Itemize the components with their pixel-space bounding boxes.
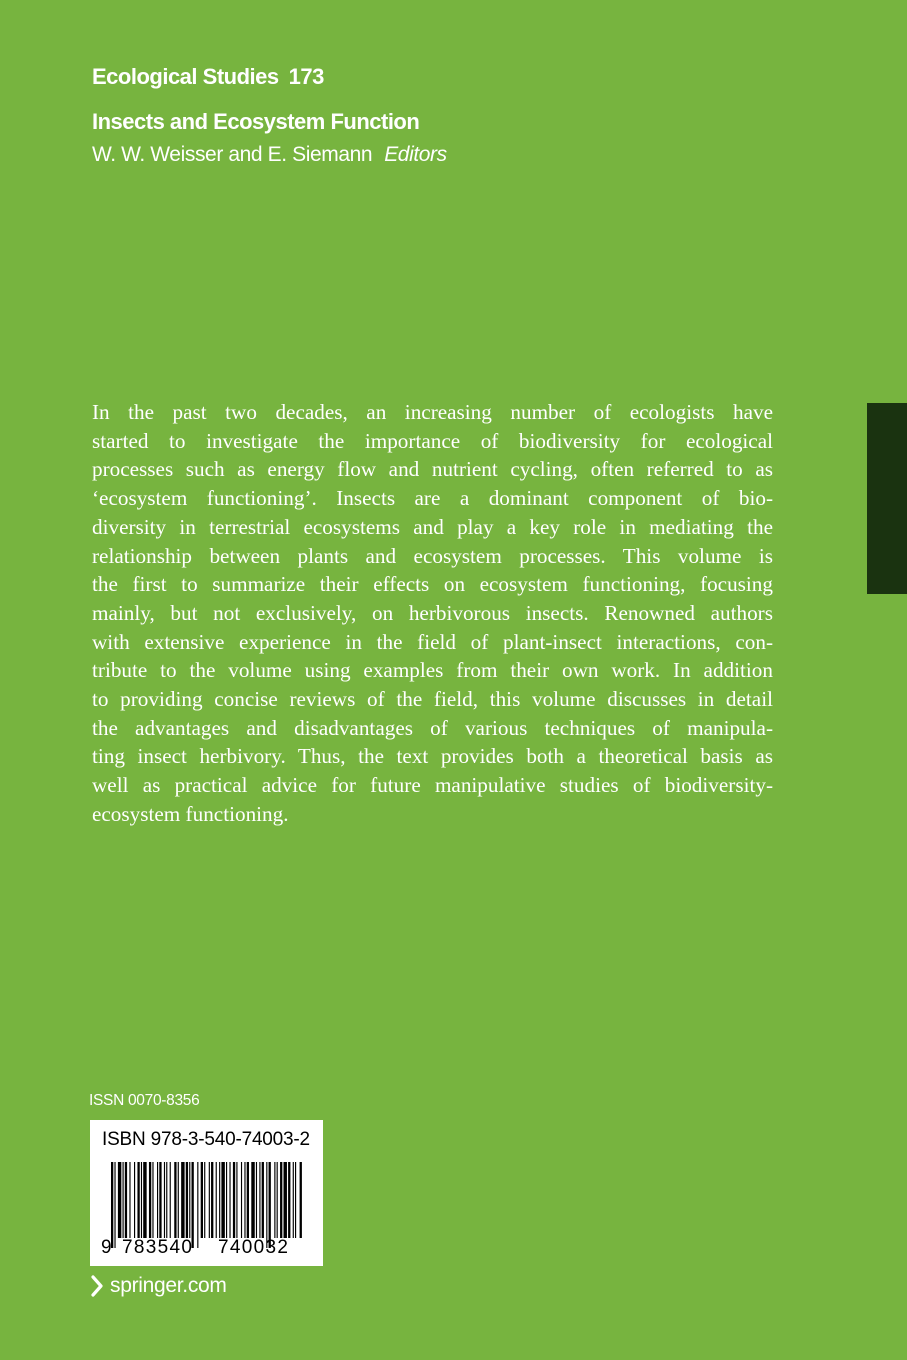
barcode-bar bbox=[125, 1162, 127, 1238]
barcode-bar bbox=[216, 1162, 217, 1238]
isbn-text: ISBN 978-3-540-74003-2 bbox=[102, 1129, 310, 1150]
barcode-digit-lead: 9 bbox=[101, 1237, 112, 1258]
barcode-bar bbox=[157, 1162, 158, 1238]
barcode-bar bbox=[293, 1162, 294, 1238]
blurb-line: processes such as energy flow and nutrient cycling, often referred to as bbox=[92, 457, 773, 482]
barcode-bar bbox=[211, 1162, 213, 1238]
blurb-line: mainly, but not exclusively, on herbivorous insects. Renowned authors bbox=[92, 600, 773, 625]
barcode-bar bbox=[209, 1162, 210, 1238]
barcode-bar bbox=[277, 1162, 278, 1238]
blurb-line: the first to summarize their effects on ecosystem functioning, focusing bbox=[92, 572, 773, 597]
blurb-line: ‘ecosystem functioning’. Insects are a dominant component of bio- bbox=[92, 486, 773, 511]
barcode-bar bbox=[143, 1162, 146, 1238]
barcode-bar bbox=[295, 1162, 296, 1238]
blurb-line: ecosystem functioning. bbox=[92, 801, 289, 826]
barcode-bar bbox=[111, 1162, 113, 1248]
barcode-digits-left: 783540 bbox=[122, 1237, 194, 1258]
barcode-bar bbox=[192, 1162, 194, 1248]
barcode-bar bbox=[181, 1162, 184, 1238]
series-number: 173 bbox=[288, 64, 324, 89]
barcode-bar bbox=[256, 1162, 257, 1238]
barcode-box bbox=[90, 1120, 323, 1266]
book-title: Insects and Ecosystem Function bbox=[92, 109, 420, 134]
blurb-line: to providing concise reviews of the field, this volume discusses in detail bbox=[92, 687, 773, 712]
barcode-bar bbox=[262, 1162, 264, 1238]
barcode-bar bbox=[219, 1162, 220, 1238]
editors-role: Editors bbox=[384, 143, 447, 166]
barcode-bar bbox=[288, 1162, 290, 1238]
barcode-bar bbox=[201, 1162, 203, 1238]
blurb bbox=[92, 398, 773, 829]
barcode-bar bbox=[233, 1162, 235, 1238]
footer bbox=[90, 1274, 227, 1298]
chevron-right-icon bbox=[90, 1275, 104, 1297]
barcode-bar bbox=[118, 1162, 121, 1238]
barcode-bar bbox=[197, 1162, 198, 1248]
barcode-bar bbox=[251, 1162, 254, 1238]
blurb-line: well as practical advice for future manipulative studies of biodiversity- bbox=[92, 773, 773, 798]
blurb-line: ting insect herbivory. Thus, the text provides both a theoretical basis as bbox=[92, 744, 773, 769]
barcode-bar bbox=[186, 1162, 188, 1238]
blurb-line: In the past two decades, an increasing number of ecologists have bbox=[92, 400, 773, 424]
blurb-line: the advantages and disadvantages of various techniques of manipula- bbox=[92, 715, 773, 740]
barcode-bar bbox=[280, 1162, 282, 1238]
footer-link[interactable]: springer.com bbox=[110, 1274, 227, 1297]
barcode-bar bbox=[134, 1162, 135, 1238]
barcode-bar bbox=[178, 1162, 179, 1238]
blurb-line: with extensive experience in the field of plant-insect interactions, con- bbox=[92, 629, 773, 654]
barcode-bar bbox=[269, 1162, 271, 1248]
blurb-line: relationship between plants and ecosystem processes. This volume is bbox=[92, 543, 773, 568]
barcode-bar bbox=[284, 1162, 287, 1238]
barcode-bar bbox=[266, 1162, 267, 1248]
barcode-bar bbox=[300, 1162, 302, 1238]
blurb-line: tribute to the volume using examples from their own work. In addition bbox=[92, 658, 773, 683]
barcode-bar bbox=[221, 1162, 224, 1238]
barcode-bar bbox=[189, 1162, 190, 1238]
barcode-bar bbox=[137, 1162, 139, 1238]
barcode-bar bbox=[226, 1162, 227, 1238]
barcode-bar bbox=[174, 1162, 176, 1238]
editors-names: W. W. Weisser and E. Siemann bbox=[92, 143, 373, 166]
barcode-bar bbox=[244, 1162, 245, 1238]
barcode-bar bbox=[114, 1162, 115, 1248]
barcode-bar bbox=[274, 1162, 275, 1238]
issn: ISSN 0070-8356 bbox=[89, 1092, 200, 1109]
blurb-line: started to investigate the importance of biodiversity for ecological bbox=[92, 428, 773, 453]
barcode-bar bbox=[123, 1162, 124, 1238]
barcode-bar bbox=[241, 1162, 242, 1238]
blurb-line: diversity in terrestrial ecosystems and play a key role in mediating the bbox=[92, 514, 773, 539]
barcode-digits-right: 740032 bbox=[218, 1237, 290, 1258]
barcode-bar bbox=[149, 1162, 151, 1238]
barcode-bar bbox=[129, 1162, 130, 1238]
barcode-bar bbox=[152, 1162, 153, 1238]
spine-tab bbox=[867, 403, 907, 594]
barcode-bar bbox=[204, 1162, 205, 1238]
series-line bbox=[92, 64, 324, 90]
series-name: Ecological Studies bbox=[92, 64, 279, 89]
barcode-bar bbox=[141, 1162, 142, 1238]
barcode-bar bbox=[166, 1162, 167, 1238]
barcode-bar bbox=[170, 1162, 171, 1238]
barcode-bar bbox=[259, 1162, 260, 1238]
barcode-bar bbox=[159, 1162, 161, 1238]
barcode-bar bbox=[164, 1162, 165, 1238]
barcode-bar bbox=[247, 1162, 249, 1238]
barcode-bar bbox=[229, 1162, 230, 1238]
editors-line bbox=[92, 143, 447, 167]
barcode-bar bbox=[236, 1162, 237, 1238]
